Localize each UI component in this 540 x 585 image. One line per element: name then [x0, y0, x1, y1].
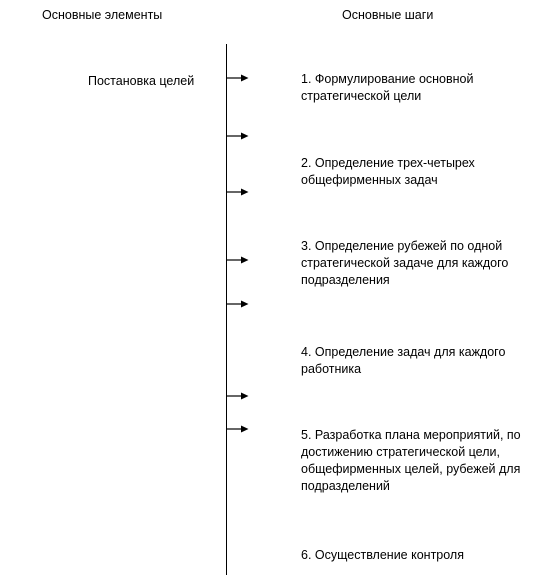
step-4-text: 4. Определение задач для каждого работника — [301, 345, 506, 376]
arrow-right-icon — [227, 132, 249, 140]
header-main-elements: Основные элементы — [42, 8, 163, 22]
arrow-right-icon — [227, 300, 249, 308]
timeline-axis — [226, 44, 227, 575]
arrow-right-icon — [227, 425, 249, 433]
element-goal-setting: Постановка целей — [88, 74, 195, 88]
step-6-text: 6. Осуществление контроля — [301, 548, 464, 562]
step-3-text: 3. Определение рубежей по одной стратегической задаче для каждого подразделения — [301, 239, 509, 287]
step-1-text: 1. Формулирование основной стратегической цели — [301, 72, 474, 103]
step-2-text: 2. Определение трех-четырех общефирменных задач — [301, 156, 475, 187]
arrow-right-icon — [227, 256, 249, 264]
header-main-steps: Основные шаги — [342, 8, 434, 22]
arrow-right-icon — [227, 392, 249, 400]
step-5-text: 5. Разработка плана мероприятий, по достижению стратегической цели, общефирменных целей, рубежей для подразделений — [301, 428, 521, 493]
arrow-right-icon — [227, 74, 249, 82]
arrow-right-icon — [227, 188, 249, 196]
